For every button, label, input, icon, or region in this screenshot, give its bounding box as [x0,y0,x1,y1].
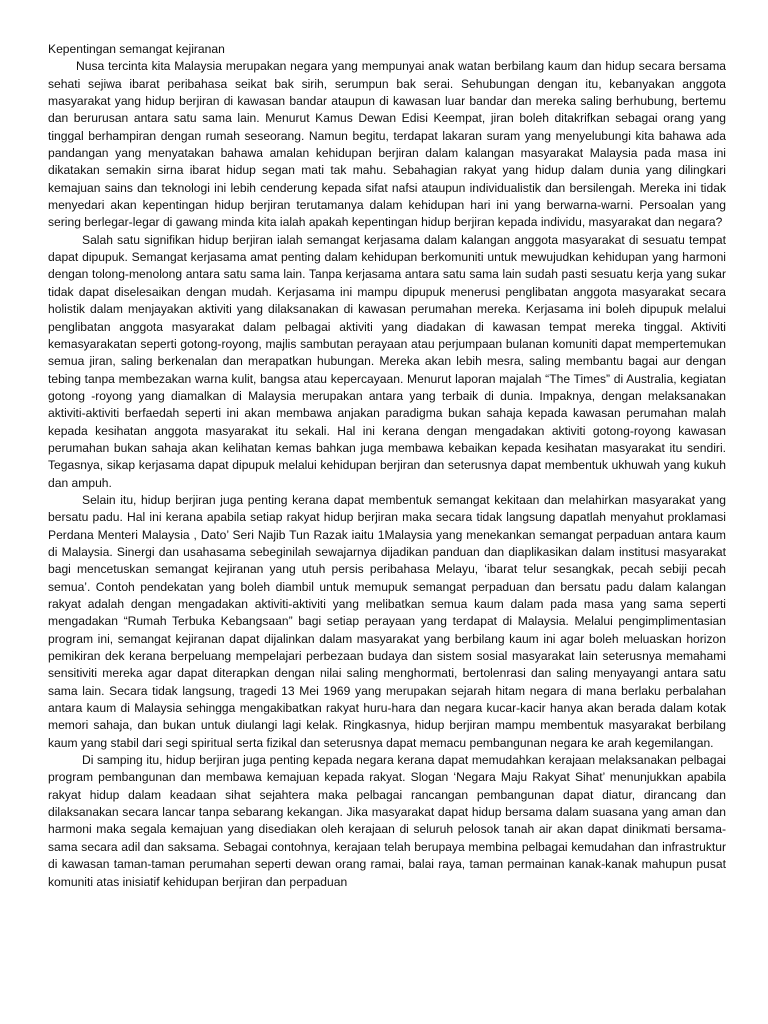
paragraph-kerjasama: Salah satu signifikan hidup berjiran ialah semangat kerjasama dalam kalangan anggota masyarakat di sesuatu tempat dapat dipupuk. Semangat kerjasama amat penting dalam kehidupan berkomuniti untuk mewujudkan kehidupan yang harmoni dengan tolong-menolong antara satu sama lain. Tanpa kerjasama antara satu sama lain sudah pasti sesuatu kerja yang sukar tidak dapat diselesaikan dengan mudah. Kerjasama ini mampu dipupuk menerusi penglibatan anggota masyarakat secara holistik dalam menjayakan aktiviti yang dilaksanakan di kawasan perumahan mereka. Kerjasama ini boleh dipupuk melalui penglibatan anggota masyarakat dalam pelbagai aktiviti yang diadakan di kawasan tempat mereka tinggal. Aktiviti kemasyarakatan seperti gotong-royong, majlis sambutan perayaan atau perjumpaan bulanan komuniti dapat mempertemukan semua jiran, saling berkenalan dan merapatkan hubungan. Mereka akan lebih mesra, saling membantu bagai aur dengan tebing tanpa membezakan warna kulit, bangsa atau kepercayaan. Menurut laporan majalah “The Times” di Australia, kegiatan gotong -royong yang diamalkan di Malaysia merupakan antara yang terbaik di dunia. Impaknya, dengan melaksanakan aktiviti-aktiviti berfaedah seperti ini akan membawa anjakan paradigma bukan sahaja kepada kawasan perumahan malah kepada kesihatan anggota masyarakat itu sekali. Hal ini kerana dengan mengadakan aktiviti gotong-royong kawasan perumahan bukan sahaja akan kelihatan kemas bahkan juga membawa kebaikan kepada kesihatan masyarakat itu sendiri. Tegasnya, sikap kerjasama dapat dipupuk melalui kehidupan berjiran dan seterusnya dapat membentuk ukhuwah yang kukuh dan ampuh. [48,232,726,490]
paragraph-perpaduan: Selain itu, hidup berjiran juga penting kerana dapat membentuk semangat kekitaan dan melahirkan masyarakat yang bersatu padu. Hal ini kerana apabila setiap rakyat hidup berjiran maka secara tidak langsung dapatlah menyahut proklamasi Perdana Menteri Malaysia , Dato’ Seri Najib Tun Razak iaitu 1Malaysia yang menekankan semangat perpaduan antara kaum di Malaysia. Sinergi dan usahasama sebeginilah sewajarnya dijadikan panduan dan diaplikasikan dalam institusi masyarakat bagi mencetuskan semangat kejiranan yang utuh persis peribahasa Melayu, ‘ibarat telur sesangkak, pecah sebiji pecah semua’. Contoh pendekatan yang boleh diambil untuk memupuk semangat perpaduan dan bersatu padu dalam kalangan rakyat adalah dengan mengadakan aktiviti-aktiviti yang melibatkan semua kaum dalam pada masa yang sama seperti mengadakan “Rumah Terbuka Kebangsaan” bagi setiap perayaan yang terdapat di Malaysia. Melalui pengimplimentasian program ini, semangat kejiranan dapat dijalinkan dalam masyarakat yang berbilang kaum ini agar boleh meluaskan horizon pemikiran dek kerana berpeluang mempelajari perbezaan budaya dan sistem sosial masyarakat lain seterusnya memahami sensitiviti mereka agar dapat diterapkan dengan nilai saling menghormati, bertolenrasi dan saling menyayangi antara satu sama lain. Secara tidak langsung, tragedi 13 Mei 1969 yang merupakan sejarah hitam negara di mana berlaku perbalahan antara kaum di Malaysia sehingga mengakibatkan rakyat huru-hara dan negara kucar-kacir hanya akan berada dalam kotak memori sahaja, dan bukan untuk diulangi lagi kelak. Ringkasnya, hidup berjiran mampu membentuk masyarakat berbilang kaum yang stabil dari segi spiritual serta fizikal dan seterusnya dapat memacu pembangunan negara ke arah kegemilangan. [48,492,726,750]
paragraph-introduction: Nusa tercinta kita Malaysia merupakan negara yang mempunyai anak watan berbilang kaum dan hidup secara bersama sehati sejiwa ibarat peribahasa seikat bak sirih, serumpun bak serai. Sehubungan dengan itu, kebanyakan anggota masyarakat yang hidup berjiran di kawasan bandar ataupun di kawasan luar bandar dan mereka saling berhubung, bertemu dan berurusan antara satu sama lain. Menurut Kamus Dewan Edisi Keempat, jiran boleh ditakrifkan sebagai orang yang tinggal berhampiran dengan rumah seseorang. Namun begitu, terdapat lakaran suram yang menyelubungi kita bahawa ada pandangan yang menyatakan bahawa amalan kehidupan berjiran dalam kalangan masyarakat Malaysia pada masa ini dikatakan semakin sirna ibarat hidup segan mati tak mahu. Sebahagian rakyat yang hidup dalam dunia yang dilingkari kemajuan sains dan teknologi ini lebih cenderung kepada sifat nafsi ataupun individualistik dan bersilengah. Mereka ini tidak menyedari akan kepentingan hidup berjiran terutamanya dalam kehidupan hari ini yang berwarna-warni. Persoalan yang sering berlegar-legar di gawang minda kita ialah apakah kepentingan hidup berjiran kepada individu, masyarakat dan negara? [48,59,726,230]
document-page [48,41,726,891]
paragraph-negara: Di samping itu, hidup berjiran juga penting kepada negara kerana dapat memudahkan kerajaan melaksanakan pelbagai program pembangunan dan membawa kemajuan kepada rakyat. Slogan ‘Negara Maju Rakyat Sihat’ menunjukkan apabila rakyat hidup dalam keadaan sihat sejahtera maka pelbagai rancangan pembangunan dapat diatur, dirancang dan dilaksanakan secara lancar tanpa sebarang kekangan. Jika masyarakat dapat hidup bersama dalam suasana yang aman dan harmoni maka segala kemajuan yang disediakan oleh kerajaan di seluruh pelosok tanah air akan dapat dinikmati bersama-sama secara adil dan saksama. Sebagai contohnya, kerajaan telah berupaya membina pelbagai kemudahan dan infrastruktur di kawasan taman-taman perumahan seperti dewan orang ramai, balai raya, taman permainan kanak-kanak mahupun pusat komuniti atas inisiatif kehidupan berjiran dan perpaduan [48,753,726,889]
document-title: Kepentingan semangat kejiranan [48,42,225,56]
